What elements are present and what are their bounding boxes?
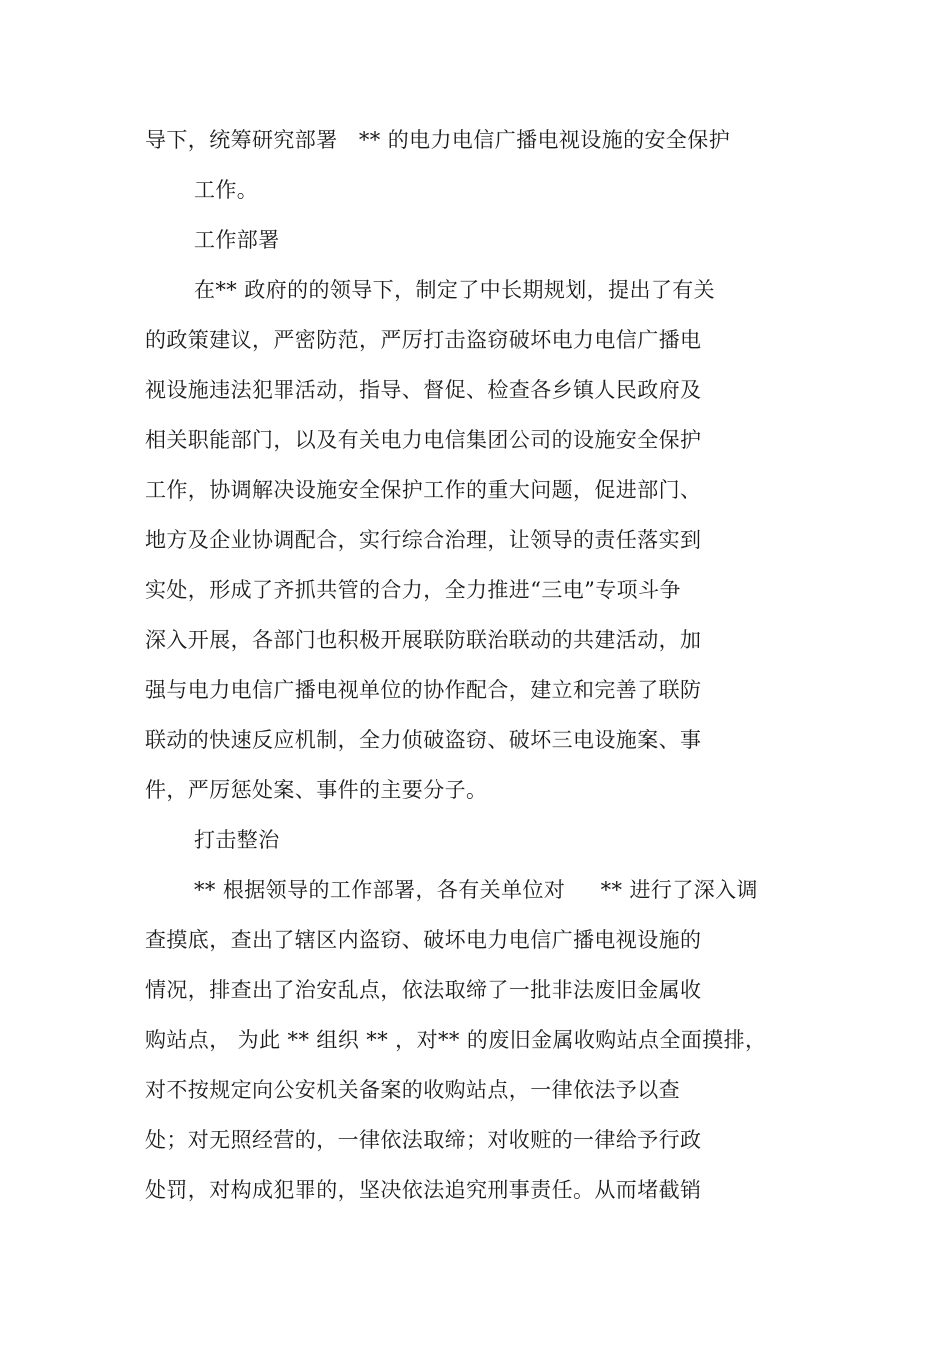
text-line: 查摸底，查出了辖区内盗窃、破坏电力电信广播电视设施的 (145, 928, 702, 952)
paragraph-first-line: ** 根据领导的工作部署，各有关单位对 ** 进行了深入调 (194, 878, 758, 902)
text-line: 情况，排查出了治安乱点，依法取缔了一批非法废旧金属收 (145, 978, 702, 1002)
paragraph-first-line: 在** 政府的的领导下，制定了中长期规划，提出了有关 (194, 278, 716, 302)
text-line: 对不按规定向公安机关备案的收购站点，一律依法予以查 (145, 1078, 680, 1102)
section-heading: 打击整治 (194, 828, 280, 852)
text-line: 视设施违法犯罪活动，指导、督促、检查各乡镇人民政府及 (145, 378, 702, 402)
text-line: 的政策建议，严密防范，严厉打击盗窃破坏电力电信广播电 (145, 328, 702, 352)
text-line: 处罚，对构成犯罪的，坚决依法追究刑事责任。从而堵截销 (145, 1178, 702, 1202)
text-line: 工作。 (194, 178, 259, 202)
text-line: 导下，统筹研究部署 ** 的电力电信广播电视设施的安全保护 (145, 128, 731, 152)
section-heading: 工作部署 (194, 228, 280, 252)
text-line: 工作，协调解决设施安全保护工作的重大问题，促进部门、 (145, 478, 702, 502)
text-line: 联动的快速反应机制，全力侦破盗窃、破坏三电设施案、事 (145, 728, 702, 752)
text-line: 强与电力电信广播电视单位的协作配合，建立和完善了联防 (145, 678, 702, 702)
text-line: 购站点， 为此 ** 组织 ** ，对** 的废旧金属收购站点全面摸排， (145, 1028, 767, 1052)
text-line: 深入开展，各部门也积极开展联防联治联动的共建活动，加 (145, 628, 702, 652)
text-line: 相关职能部门，以及有关电力电信集团公司的设施安全保护 (145, 428, 702, 452)
text-line: 地方及企业协调配合，实行综合治理，让领导的责任落实到 (145, 528, 702, 552)
text-line: 实处，形成了齐抓共管的合力，全力推进“三电”专项斗争 (145, 578, 681, 602)
text-line: 件，严厉惩处案、事件的主要分子。 (145, 778, 488, 802)
text-line: 处；对无照经营的，一律依法取缔；对收赃的一律给予行政 (145, 1128, 702, 1152)
